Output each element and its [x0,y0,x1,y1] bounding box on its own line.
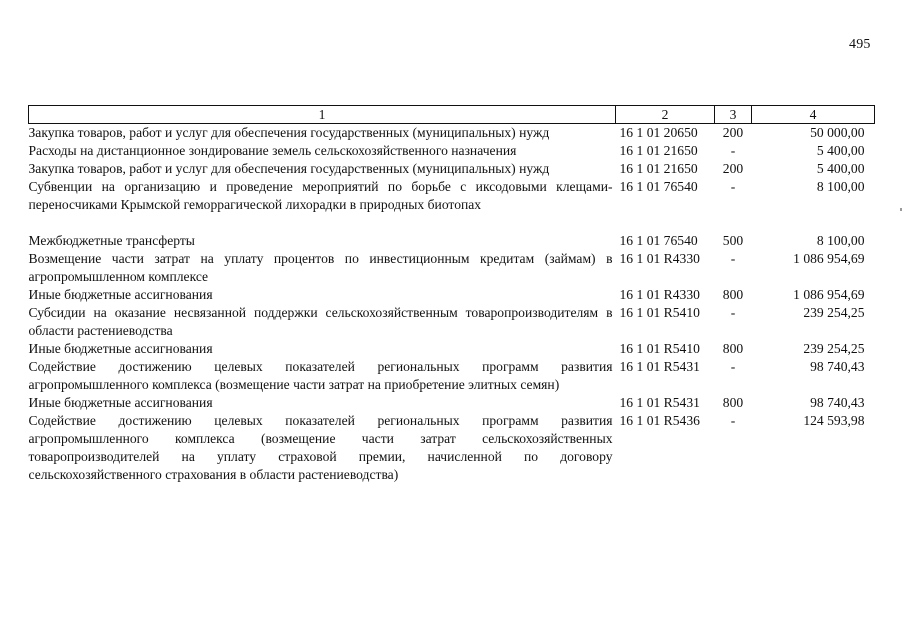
row-target-code: 16 1 01 R4330 [619,251,700,266]
row-expense-type: - [730,413,736,428]
row-target-code: 16 1 01 R5431 [619,359,700,374]
table-row [29,394,875,412]
row-expense-type: 800 [722,395,744,410]
table-row [29,358,875,394]
row-target-code: 16 1 01 R5410 [619,305,700,320]
column-header-1: 1 [29,106,616,124]
table-row [29,214,875,250]
row-amount: 98 740,43 [810,359,865,374]
row-description: Закупка товаров, работ и услуг для обеспечения государственных (муниципальных) нужд [28,161,550,176]
row-amount: 124 593,98 [803,413,865,428]
row-target-code: 16 1 01 76540 [619,179,698,194]
header-row [29,106,875,124]
row-description: Расходы на дистанционное зондирование земель сельскохозяйственного назначения [28,143,517,158]
row-description: Субсидии на оказание несвязанной поддержки сельскохозяйственным товаропроизводителям в области растениеводства [28,305,613,338]
row-description: Межбюджетные трансферты [28,233,195,248]
row-target-code: 16 1 01 76540 [619,233,698,248]
table-row [29,412,875,484]
row-expense-type: 200 [722,161,744,176]
table-row [29,304,875,340]
table-row [29,286,875,304]
table-body [29,124,875,485]
row-description: Содействие достижению целевых показателей региональных программ развития агропромышленного комплекса (возмещение части затрат на приобретение элитных семян) [28,359,613,392]
row-description: Иные бюджетные ассигнования [28,341,213,356]
row-expense-type: - [730,359,736,374]
row-expense-type: - [730,179,736,194]
row-amount: 8 100,00 [816,233,865,248]
table-row [29,340,875,358]
budget-table [28,105,875,484]
row-target-code: 16 1 01 R4330 [619,287,700,302]
row-amount: 239 254,25 [803,341,865,356]
table-header [29,106,875,124]
table-row [29,160,875,178]
column-header-2: 2 [616,106,715,124]
row-amount: 8 100,00 [816,179,865,194]
table-row [29,178,875,214]
column-header-3: 3 [715,106,752,124]
row-expense-type: 500 [722,233,744,248]
row-target-code: 16 1 01 20650 [619,125,698,140]
row-target-code: 16 1 01 21650 [619,161,698,176]
row-description: Содействие достижению целевых показателей региональных программ развития агропромышленного комплекса (возмещение части затрат сельскохозяйственных товаропроизводителей на уплату страховой премии, начисленной по договору сельскохозяйственного страхования в области растениеводства) [28,413,613,482]
row-expense-type: 200 [722,125,744,140]
row-amount: 5 400,00 [816,161,865,176]
row-description: Возмещение части затрат на уплату процентов по инвестиционным кредитам (займам) в агропромышленном комплексе [28,251,613,284]
row-target-code: 16 1 01 21650 [619,143,698,158]
row-amount: 5 400,00 [816,143,865,158]
row-amount: 50 000,00 [810,125,865,140]
row-expense-type: 800 [722,341,744,356]
row-target-code: 16 1 01 R5436 [619,413,700,428]
row-amount: 239 254,25 [803,305,865,320]
row-amount: 1 086 954,69 [793,251,865,266]
row-description: Закупка товаров, работ и услуг для обеспечения государственных (муниципальных) нужд [28,125,550,140]
row-description: Субвенции на организацию и проведение мероприятий по борьбе с иксодовыми клещами-переносчиками Крымской геморрагической лихорадки в природных биотопах [28,179,613,212]
row-amount: 1 086 954,69 [793,287,865,302]
row-expense-type: - [730,305,736,320]
row-target-code: 16 1 01 R5431 [619,395,700,410]
table-row [29,250,875,286]
scan-speck [900,208,902,211]
row-amount: 98 740,43 [810,395,865,410]
page-number: 495 [849,37,871,52]
row-description: Иные бюджетные ассигнования [28,395,213,410]
row-expense-type: 800 [722,287,744,302]
row-expense-type: - [730,143,736,158]
table-row [29,124,875,143]
table-row [29,142,875,160]
row-expense-type: - [730,251,736,266]
column-header-4: 4 [752,106,875,124]
row-target-code: 16 1 01 R5410 [619,341,700,356]
row-description: Иные бюджетные ассигнования [28,287,213,302]
